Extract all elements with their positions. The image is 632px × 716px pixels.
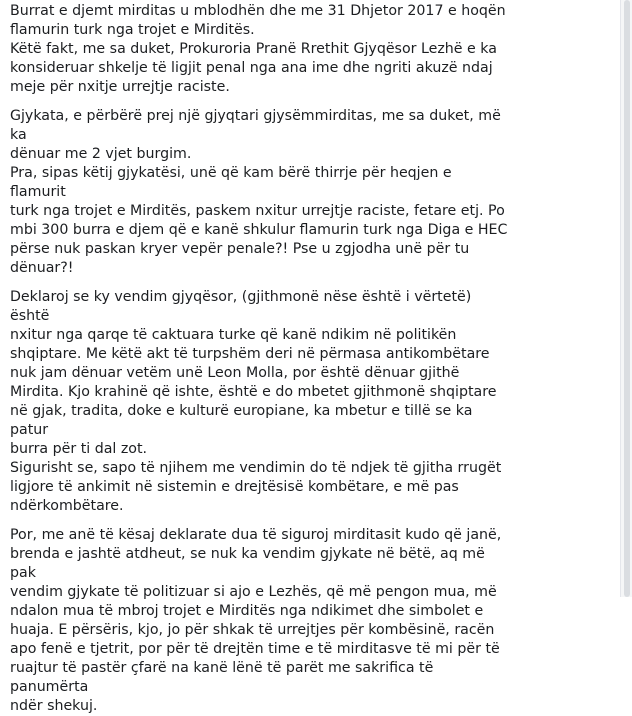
scrollbar-thumb[interactable] bbox=[624, 0, 630, 597]
post-paragraph-4: Pra, sipas këtij gjykatësi, unë që kam bërë thirrje për heqjen e flamurit turk nga trojet e Mirditës, paskem nxitur urrejtje raciste, fetare etj. Po mbi 300 burra e djem që e kanë shkulur flamurin turk nga Diga e HEC përse nuk paskan kryer vepër penale?! Pse u zgjodha unë për tu dënuar?! bbox=[10, 165, 508, 276]
post-paragraph-2: Këtë fakt, me sa duket, Prokuroria Pranë Rrethit Gjyqësor Lezhë e ka konsideruar shkelje të ligjit penal nga ana ime dhe ngriti akuzë ndaj meje për nxitje urrejtje raciste. bbox=[10, 41, 497, 95]
scrollbar[interactable] bbox=[620, 0, 632, 597]
post-paragraph-7: Por, me anë të kësaj deklarate dua të siguroj mirditasit kudo që janë, brenda e jashtë atdheut, se nuk ka vendim gjykate në bëtë, aq më pak vendim gjykate të politizuar si ajo e Lezhës, që më pengon mua, më ndalon mua të mbroj trojet e Mirditës nga ndikimet dhe simbolet e huaja. E përsëris, kjo, jo për shkak të urrejtjes për kombësinë, racën apo fenë e tjetrit, por për të drejtën time e të mirditasve të mi për të ruajtur të pastër çfarë na kanë lënë të parët me sakrifica të panumërta ndër shekuj. bbox=[10, 527, 502, 714]
post-paragraph-5: Deklaroj se ky vendim gjyqësor, (gjithmonë nëse është i vërtetë) është nxitur nga qarqe të caktuara turke që kanë ndikim në politikën shqiptare. Me këtë akt të turpshëm deri në përmasa antikombëtare nuk jam dënuar vetëm unë Leon Molla, por është dënuar gjithë Mirdita. Kjo krahinë që ishte, është e do mbetet gjithmonë shqiptare në gjak, tradita, doke e kulturë europiane, ka mbetur e tillë se ka patur burra për ti dal zot. bbox=[10, 289, 497, 457]
post-paragraph-3: Gjykata, e përbërë prej një gjyqtari gjysëmmirditas, me sa duket, më ka dënuar me 2 vjet burgim. bbox=[10, 108, 501, 162]
post-paragraph-1: Burrat e djemt mirditas u mblodhën dhe me 31 Dhjetor 2017 e hoqën flamurin turk nga trojet e Mirditës. bbox=[10, 3, 506, 38]
post-paragraph-6: Sigurisht se, sapo të njihem me vendimin do të ndjek të gjitha rrugët ligjore të ankimit në sistemin e drejtësisë kombëtare, e më pas ndërkombëtare. bbox=[10, 460, 502, 514]
